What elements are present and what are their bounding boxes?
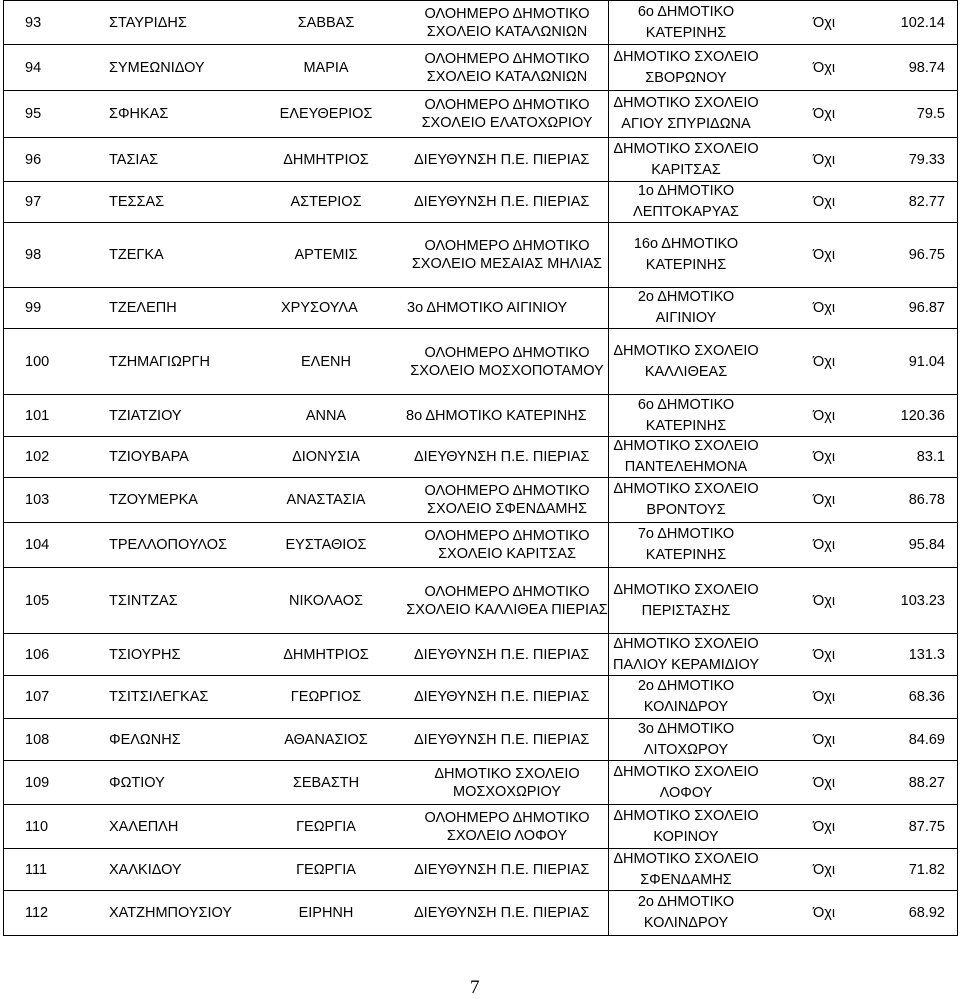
score: 82.77 [908, 194, 945, 210]
first-name: ΕΛΕΝΗ [301, 353, 351, 370]
table-row [606, 288, 957, 329]
destination-school: ΔΗΜΟΤΙΚΟ ΣΧΟΛΕΙΟ ΚΟΡΙΝΟΥ [613, 807, 759, 845]
score: 96.75 [908, 247, 945, 263]
first-name: ΣΑΒΒΑΣ [297, 14, 355, 31]
first-name: ΝΙΚΟΛΑΟΣ [288, 592, 364, 609]
first-name: ΔΙΟΝΥΣΙΑ [292, 449, 360, 465]
first-name: ΕΙΡΗΝΗ [298, 905, 354, 921]
origin-school: ΔΙΕΥΘΥΝΣΗ Π.Ε. ΠΙΕΡΙΑΣ [414, 449, 590, 465]
score: 79.33 [908, 151, 945, 168]
row-number: 93 [25, 14, 42, 31]
first-name: ΕΛΕΥΘΕΡΙΟΣ [279, 106, 373, 122]
answer: Όχι [813, 731, 836, 748]
table-row [4, 138, 608, 182]
score: 96.87 [908, 300, 945, 316]
table-row [606, 45, 957, 91]
destination-school: 2ο ΔΗΜΟΤΙΚΟ ΑΙΓΙΝΙΟΥ [637, 289, 735, 326]
score: 102.14 [900, 14, 945, 31]
answer: Όχι [813, 537, 836, 553]
origin-school: ΟΛΟΗΜΕΡΟ ΔΗΜΟΤΙΚΟ ΣΧΟΛΕΙΟ ΚΑΛΛΙΘΕΑ ΠΙΕΡΙΑΣ [406, 583, 608, 618]
origin-school: ΟΛΟΗΜΕΡΟ ΔΗΜΟΤΙΚΟ ΣΧΟΛΕΙΟ ΛΟΦΟΥ [424, 809, 590, 844]
destination-school: ΔΗΜΟΤΙΚΟ ΣΧΟΛΕΙΟ ΠΑΛΙΟΥ ΚΕΡΑΜΙΔΙΟΥ [612, 635, 760, 673]
first-name: ΜΑΡΙΑ [303, 59, 349, 76]
first-name: ΑΣΤΕΡΙΟΣ [290, 194, 362, 210]
table-row [4, 91, 608, 138]
destination-school: ΔΗΜΟΤΙΚΟ ΣΧΟΛΕΙΟ ΠΑΝΤΕΛΕΗΜΟΝΑ [613, 438, 759, 475]
table-row [4, 478, 608, 523]
table-row [4, 329, 608, 395]
origin-school: 3ο ΔΗΜΟΤΙΚΟ ΑΙΓΙΝΙΟΥ [407, 300, 568, 316]
destination-school: ΔΗΜΟΤΙΚΟ ΣΧΟΛΕΙΟ ΠΕΡΙΣΤΑΣΗΣ [613, 581, 759, 619]
first-name: ΑΝΝΑ [305, 407, 347, 424]
row-number: 94 [25, 59, 42, 76]
table-row [4, 634, 608, 676]
origin-school: ΟΛΟΗΜΕΡΟ ΔΗΜΟΤΙΚΟ ΣΧΟΛΕΙΟ ΣΦΕΝΔΑΜΗΣ [424, 483, 590, 517]
table-row [4, 849, 608, 891]
answer: Όχι [813, 14, 836, 31]
row-number: 98 [25, 247, 42, 263]
origin-school: ΔΙΕΥΘΥΝΣΗ Π.Ε. ΠΙΕΡΙΑΣ [414, 731, 590, 748]
first-name: ΑΝΑΣΤΑΣΙΑ [286, 492, 366, 508]
destination-school: ΔΗΜΟΤΙΚΟ ΣΧΟΛΕΙΟ ΣΦΕΝΔΑΜΗΣ [613, 850, 759, 888]
table-row [4, 182, 608, 223]
table-row [4, 223, 608, 288]
table-row [606, 568, 957, 634]
answer: Όχι [813, 300, 836, 316]
row-number: 111 [25, 861, 48, 878]
first-name: ΕΥΣΤΑΘΙΟΣ [285, 537, 367, 553]
answer: Όχι [813, 151, 836, 168]
table-row [4, 761, 608, 805]
table-row [606, 0, 957, 45]
row-number: 104 [25, 537, 50, 553]
destination-school: 1ο ΔΗΜΟΤΙΚΟ ΛΕΠΤΟΚΑΡΥΑΣ [633, 183, 739, 220]
row-number: 97 [25, 194, 42, 210]
surname: ΤΖΕΛΕΠΗ [109, 300, 177, 316]
score: 86.78 [908, 492, 945, 508]
destination-school: 2ο ΔΗΜΟΤΙΚΟ ΚΟΛΙΝΔΡΟΥ [637, 678, 735, 715]
origin-school: ΔΙΕΥΘΥΝΣΗ Π.Ε. ΠΙΕΡΙΑΣ [414, 905, 590, 921]
score: 120.36 [900, 407, 945, 424]
row-number: 102 [25, 449, 50, 465]
row-number: 112 [25, 905, 49, 921]
row-number: 95 [25, 106, 42, 122]
origin-school: 8ο ΔΗΜΟΤΙΚΟ ΚΑΤΕΡΙΝΗΣ [406, 407, 587, 424]
destination-school: 3ο ΔΗΜΟΤΙΚΟ ΛΙΤΟΧΩΡΟΥ [637, 720, 735, 758]
origin-school: ΔΙΕΥΘΥΝΣΗ Π.Ε. ΠΙΕΡΙΑΣ [414, 689, 590, 705]
destination-school: 7ο ΔΗΜΟΤΙΚΟ ΚΑΤΕΡΙΝΗΣ [637, 526, 735, 563]
origin-school: ΟΛΟΗΜΕΡΟ ΔΗΜΟΤΙΚΟ ΣΧΟΛΕΙΟ ΚΑΤΑΛΩΝΙΩΝ [424, 50, 590, 85]
teachers-table [3, 0, 609, 936]
score: 71.82 [908, 861, 945, 878]
origin-school: ΔΗΜΟΤΙΚΟ ΣΧΟΛΕΙΟ ΜΟΣΧΟΧΩΡΙΟΥ [434, 765, 580, 800]
row-number: 107 [25, 689, 50, 705]
table-row [606, 437, 957, 478]
score: 68.36 [908, 689, 945, 705]
row-number: 108 [25, 731, 50, 748]
table-row [606, 849, 957, 891]
destination-school: ΔΗΜΟΤΙΚΟ ΣΧΟΛΕΙΟ ΒΡΟΝΤΟΥΣ [613, 481, 759, 518]
score: 88.27 [908, 774, 945, 791]
surname: ΤΣΙΤΣΙΛΕΓΚΑΣ [109, 689, 209, 705]
surname: ΤΕΣΣΑΣ [109, 194, 165, 210]
table-row [606, 395, 957, 437]
answer: Όχι [813, 492, 836, 508]
table-row [606, 523, 957, 568]
table-row [4, 805, 608, 849]
score: 103.23 [900, 592, 945, 609]
table-row [606, 223, 957, 288]
table-row [606, 329, 957, 395]
answer: Όχι [813, 774, 836, 791]
row-number: 103 [25, 492, 50, 508]
answer: Όχι [813, 247, 836, 263]
placements-table [606, 0, 958, 936]
first-name: ΣΕΒΑΣΤΗ [292, 774, 360, 791]
answer: Όχι [813, 449, 836, 465]
table-row [4, 437, 608, 478]
surname: ΤΖΙΑΤΖΙΟΥ [109, 407, 182, 424]
answer: Όχι [813, 818, 836, 835]
destination-school: 2ο ΔΗΜΟΤΙΚΟ ΚΟΛΙΝΔΡΟΥ [637, 894, 735, 931]
destination-school: 6ο ΔΗΜΟΤΙΚΟ ΚΑΤΕΡΙΝΗΣ [637, 3, 735, 41]
row-number: 105 [25, 592, 50, 609]
row-number: 100 [25, 353, 50, 370]
answer: Όχι [813, 905, 836, 921]
origin-school: ΔΙΕΥΘΥΝΣΗ Π.Ε. ΠΙΕΡΙΑΣ [414, 861, 590, 878]
table-row [606, 719, 957, 761]
origin-school: ΟΛΟΗΜΕΡΟ ΔΗΜΟΤΙΚΟ ΣΧΟΛΕΙΟ ΚΑΤΑΛΩΝΙΩΝ [424, 5, 590, 40]
table-row [606, 805, 957, 849]
score: 91.04 [908, 353, 945, 370]
surname: ΧΑΛΚΙΔΟΥ [109, 861, 182, 878]
first-name: ΔΗΜΗΤΡΙΟΣ [283, 646, 369, 663]
surname: ΤΖΙΟΥΒΑΡΑ [109, 449, 189, 465]
origin-school: ΔΙΕΥΘΥΝΣΗ Π.Ε. ΠΙΕΡΙΑΣ [414, 151, 590, 168]
table-row [4, 676, 608, 719]
origin-school: ΟΛΟΗΜΕΡΟ ΔΗΜΟΤΙΚΟ ΣΧΟΛΕΙΟ ΜΟΣΧΟΠΟΤΑΜΟΥ [410, 344, 604, 379]
page-number: 7 [470, 977, 480, 998]
surname: ΤΣΙΟΥΡΗΣ [109, 646, 181, 663]
surname: ΧΑΤΖΗΜΠΟΥΣΙΟΥ [109, 905, 232, 921]
surname: ΦΩΤΙΟΥ [109, 774, 165, 791]
surname: ΤΣΙΝΤΖΑΣ [109, 592, 178, 609]
origin-school: ΔΙΕΥΘΥΝΣΗ Π.Ε. ΠΙΕΡΙΑΣ [414, 646, 590, 663]
score: 95.84 [908, 537, 945, 553]
row-number: 96 [25, 151, 42, 168]
destination-school: 6ο ΔΗΜΟΤΙΚΟ ΚΑΤΕΡΙΝΗΣ [637, 396, 735, 434]
first-name: ΓΕΩΡΓΙΑ [296, 861, 356, 878]
destination-school: ΔΗΜΟΤΙΚΟ ΣΧΟΛΕΙΟ ΑΓΙΟΥ ΣΠΥΡΙΔΩΝΑ [613, 95, 759, 132]
table-row [4, 568, 608, 634]
table-row [606, 634, 957, 676]
table-row [4, 719, 608, 761]
surname: ΣΥΜΕΩΝΙΔΟΥ [109, 59, 205, 76]
surname: ΤΖΗΜΑΓΙΩΡΓΗ [109, 353, 210, 370]
first-name: ΓΕΩΡΓΙΟΣ [290, 689, 362, 705]
surname: ΦΕΛΩΝΗΣ [109, 731, 181, 748]
answer: Όχι [813, 689, 836, 705]
answer: Όχι [813, 353, 836, 370]
first-name: ΧΡΥΣΟΥΛΑ [281, 300, 358, 316]
first-name: ΔΗΜΗΤΡΙΟΣ [283, 151, 369, 168]
table-row [4, 523, 608, 568]
surname: ΣΦΗΚΑΣ [109, 106, 169, 122]
table-row [4, 0, 608, 45]
destination-school: ΔΗΜΟΤΙΚΟ ΣΧΟΛΕΙΟ ΣΒΟΡΩΝΟΥ [613, 48, 759, 86]
row-number: 101 [25, 407, 50, 424]
surname: ΧΑΛΕΠΛΗ [109, 818, 179, 835]
row-number: 109 [25, 774, 50, 791]
score: 79.5 [916, 106, 945, 122]
score: 68.92 [908, 905, 945, 921]
destination-school: ΔΗΜΟΤΙΚΟ ΣΧΟΛΕΙΟ ΛΟΦΟΥ [613, 763, 759, 801]
table-row [606, 182, 957, 223]
row-number: 106 [25, 646, 50, 663]
first-name: ΓΕΩΡΓΙΑ [296, 818, 356, 835]
score: 84.69 [908, 731, 945, 748]
table-row [4, 288, 608, 329]
score: 98.74 [908, 59, 945, 76]
score: 131.3 [908, 646, 945, 663]
table-row [606, 138, 957, 182]
answer: Όχι [813, 106, 836, 122]
surname: ΣΤΑΥΡΙΔΗΣ [109, 14, 187, 31]
first-name: ΑΡΤΕΜΙΣ [294, 247, 358, 263]
surname: ΤΖΟΥΜΕΡΚΑ [109, 492, 198, 508]
row-number: 99 [25, 300, 42, 316]
answer: Όχι [813, 861, 836, 878]
surname: ΤΖΕΓΚΑ [109, 247, 164, 263]
origin-school: ΟΛΟΗΜΕΡΟ ΔΗΜΟΤΙΚΟ ΣΧΟΛΕΙΟ ΜΕΣΑΙΑΣ ΜΗΛΙΑΣ [411, 238, 603, 272]
first-name: ΑΘΑΝΑΣΙΟΣ [284, 731, 368, 748]
origin-school: ΔΙΕΥΘΥΝΣΗ Π.Ε. ΠΙΕΡΙΑΣ [414, 194, 590, 210]
surname: ΤΡΕΛΛΟΠΟΥΛΟΣ [109, 537, 228, 553]
surname: ΤΑΣΙΑΣ [109, 151, 159, 168]
destination-school: 16ο ΔΗΜΟΤΙΚΟ ΚΑΤΕΡΙΝΗΣ [633, 236, 739, 273]
table-row [4, 45, 608, 91]
table-row [606, 761, 957, 805]
table-row [606, 891, 957, 936]
score: 83.1 [916, 449, 945, 465]
destination-school: ΔΗΜΟΤΙΚΟ ΣΧΟΛΕΙΟ ΚΑΡΙΤΣΑΣ [613, 140, 759, 178]
table-row [606, 478, 957, 523]
origin-school: ΟΛΟΗΜΕΡΟ ΔΗΜΟΤΙΚΟ ΣΧΟΛΕΙΟ ΚΑΡΙΤΣΑΣ [424, 528, 590, 562]
destination-school: ΔΗΜΟΤΙΚΟ ΣΧΟΛΕΙΟ ΚΑΛΛΙΘΕΑΣ [613, 342, 759, 380]
table-row [606, 676, 957, 719]
table-row [4, 395, 608, 437]
row-number: 110 [25, 818, 49, 835]
table-row [606, 91, 957, 138]
answer: Όχι [813, 592, 836, 609]
origin-school: ΟΛΟΗΜΕΡΟ ΔΗΜΟΤΙΚΟ ΣΧΟΛΕΙΟ ΕΛΑΤΟΧΩΡΙΟΥ [421, 97, 593, 131]
answer: Όχι [813, 59, 836, 76]
answer: Όχι [813, 646, 836, 663]
answer: Όχι [813, 407, 836, 424]
answer: Όχι [813, 194, 836, 210]
table-row [4, 891, 608, 936]
score: 87.75 [908, 818, 945, 835]
